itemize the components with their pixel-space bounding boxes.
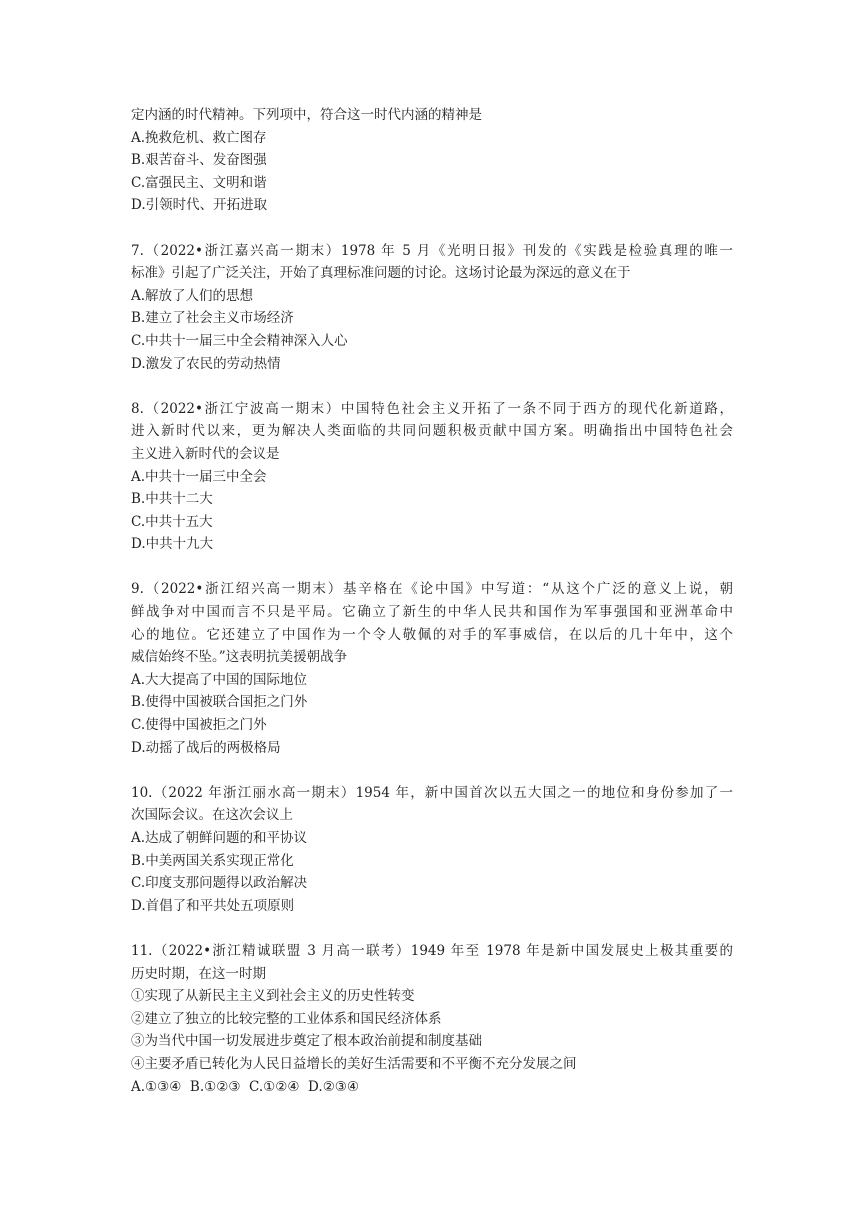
spacer [131, 759, 733, 782]
question-11-item-3: ③为当代中国一切发展进步奠定了根本政治前提和制度基础 [131, 1033, 482, 1050]
question-8-option-b: B.中共十二大 [131, 491, 213, 508]
question-10-stem-line: 10.（2022 年浙江丽水高一期末）1954 年，新中国首次以五大国之一的地位和身份参加了一 [131, 784, 733, 801]
question-10-option-a: A.达成了朝鲜问题的和平协议 [131, 830, 308, 846]
question-9-option-a: A.大大提高了中国的国际地位 [131, 671, 308, 688]
question-6-option-a: A.挽救危机、救亡图存 [131, 129, 267, 146]
question-10-option-b: B.中美两国关系实现正常化 [131, 852, 294, 869]
spacer [131, 917, 733, 940]
question-6-stem: 定内涵的时代精神。下列项中，符合这一时代内涵的精神是 [131, 107, 482, 123]
question-6-option-b: B.艰苦奋斗、发奋图强 [131, 152, 267, 169]
question-6-option-d: D.引领时代、开拓进取 [131, 197, 268, 214]
question-8-option-a: A.中共十一届三中全会 [131, 468, 267, 485]
question-7-option-c: C.中共十一届三中全会精神深入人心 [131, 332, 348, 349]
question-7-option-d: D.激发了农民的劳动热情 [131, 355, 281, 372]
question-9-stem-line: 威信始终不坠。”这表明抗美援朝战争 [131, 649, 348, 666]
question-9-stem-line: 鲜战争对中国而言不只是平局。它确立了新生的中华人民共和国作为军事强国和亚洲革命中 [131, 604, 733, 621]
question-11-options: A.①③④ B.①②③ C.①②④ D.②③④ [131, 1078, 360, 1095]
spacer [131, 375, 733, 398]
question-6 [131, 104, 733, 217]
question-7-option-b: B.建立了社会主义市场经济 [131, 310, 294, 327]
question-9-option-d: D.动摇了战后的两极格局 [131, 739, 281, 756]
question-9-stem-line: 心的地位。它还建立了中国作为一个令人敬佩的对手的军事威信，在以后的几十年中，这个 [131, 626, 733, 643]
question-11-item-4: ④主要矛盾已转化为人民日益增长的美好生活需要和不平衡不充分发展之间 [131, 1055, 577, 1072]
question-11-stem-line: 历史时期，在这一时期 [131, 965, 266, 982]
question-11-stem-line: 11.（2022•浙江精诚联盟 3 月高一联考）1949 年至 1978 年是新中国发展史上极其重要的 [131, 942, 733, 959]
question-8-option-c: C.中共十五大 [131, 513, 213, 530]
spacer [131, 556, 733, 579]
question-9-option-c: C.使得中国被拒之门外 [131, 717, 267, 734]
question-8-stem-line: 进入新时代以来，更为解决人类面临的共同问题积极贡献中国方案。明确指出中国特色社会 [131, 423, 733, 440]
question-6-option-c: C.富强民主、文明和谐 [131, 174, 267, 191]
spacer [131, 217, 733, 240]
question-10-stem-line: 次国际会议。在这次会议上 [131, 807, 293, 824]
question-8 [131, 398, 733, 556]
question-7-stem-line: 标准》引起了广泛关注，开始了真理标准问题的讨论。这场讨论最为深远的意义在于 [131, 265, 631, 282]
question-7-option-a: A.解放了人们的思想 [131, 287, 254, 304]
question-11 [131, 940, 733, 1098]
document-page [131, 104, 733, 1098]
question-7 [131, 240, 733, 376]
question-9 [131, 578, 733, 759]
question-8-stem-line: 8.（2022•浙江宁波高一期末）中国特色社会主义开拓了一条不同于西方的现代化新道路， [131, 400, 733, 417]
question-9-option-b: B.使得中国被联合国拒之门外 [131, 694, 308, 711]
question-9-stem-line: 9.（2022•浙江绍兴高一期末）基辛格在《论中国》中写道：“从这个广泛的意义上说，朝 [131, 581, 733, 598]
question-11-item-1: ①实现了从新民主主义到社会主义的历史性转变 [131, 988, 415, 1005]
question-11-item-2: ②建立了独立的比较完整的工业体系和国民经济体系 [131, 1010, 442, 1027]
question-8-stem-line: 主义进入新时代的会议是 [131, 445, 280, 462]
question-10 [131, 782, 733, 918]
question-10-option-c: C.印度支那问题得以政治解决 [131, 875, 308, 892]
question-7-stem-line: 7.（2022•浙江嘉兴高一期末）1978 年 5 月《光明日报》刊发的《实践是检验真理的唯一 [131, 242, 733, 259]
question-8-option-d: D.中共十九大 [131, 536, 214, 553]
question-10-option-d: D.首倡了和平共处五项原则 [131, 897, 295, 914]
